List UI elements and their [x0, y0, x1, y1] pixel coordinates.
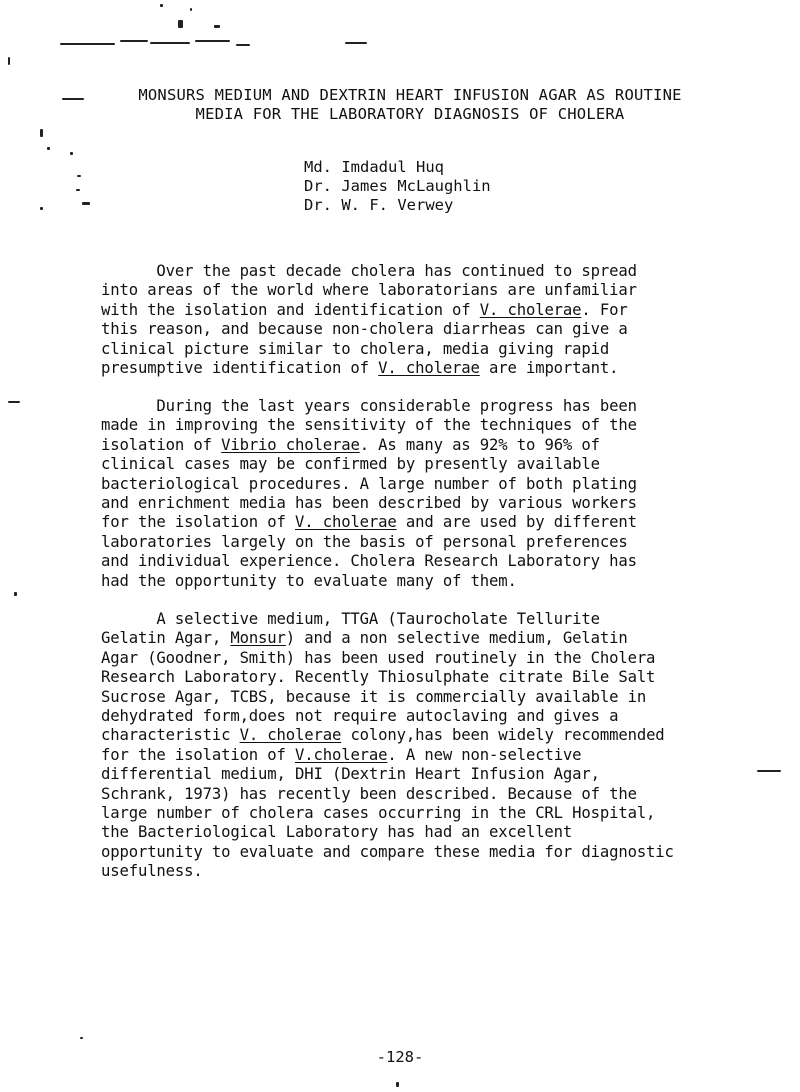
text-line: Sucrose Agar, TCBS, because it is commercially available in	[101, 687, 647, 706]
title-line: MEDIA FOR THE LABORATORY DIAGNOSIS OF CHOLERA	[195, 105, 625, 123]
text-line: usefulness.	[101, 862, 203, 881]
text-line: into areas of the world where laboratorians are unfamiliar	[101, 281, 637, 300]
text-line: had the opportunity to evaluate many of them.	[101, 571, 517, 590]
text-line: large number of cholera cases occurring in the CRL Hospital,	[101, 804, 656, 823]
text-line: clinical picture similar to cholera, media giving rapid	[101, 339, 610, 358]
text-line: isolation of Vibrio cholerae. As many as 92% to 96% of	[101, 435, 600, 454]
author-name: Dr. W. F. Verwey	[304, 196, 454, 214]
text-line: During the last years considerable progress has been	[101, 397, 637, 415]
document-title	[60, 86, 760, 124]
text-line: this reason, and because non-cholera diarrheas can give a	[101, 320, 628, 339]
text-line: Over the past decade cholera has continued to spread	[101, 262, 637, 280]
text-line: Agar (Goodner, Smith) has been used routinely in the Cholera	[101, 648, 656, 667]
text-line: opportunity to evaluate and compare these media for diagnostic	[101, 842, 674, 861]
author-list	[304, 158, 491, 215]
text-line: for the isolation of V.cholerae. A new non-selective	[101, 745, 582, 764]
author-name: Md. Imdadul Huq	[304, 158, 444, 176]
underlined-term: V.cholerae	[295, 745, 388, 764]
text-line: made in improving the sensitivity of the techniques of the	[101, 416, 637, 435]
title-line: MONSURS MEDIUM AND DEXTRIN HEART INFUSION AGAR AS ROUTINE	[138, 86, 682, 104]
underlined-term: V. cholerae	[378, 359, 480, 378]
text-line: bacteriological procedures. A large number of both plating	[101, 474, 637, 493]
text-line: differential medium, DHI (Dextrin Heart Infusion Agar,	[101, 765, 600, 784]
underlined-term: V. cholerae	[295, 513, 397, 532]
text-line: Gelatin Agar, Monsur) and a non selective medium, Gelatin	[101, 629, 628, 648]
underlined-term: Monsur	[230, 629, 286, 648]
text-line: A selective medium, TTGA (Taurocholate Tellurite	[101, 610, 600, 628]
underlined-term: V. cholerae	[239, 726, 342, 745]
text-line: presumptive identification of V. cholerae are important.	[101, 359, 619, 378]
underlined-term: V. cholerae	[479, 300, 582, 319]
paragraph-1	[101, 262, 781, 378]
page-number: -128-	[376, 1048, 424, 1066]
paragraph-3	[101, 610, 781, 882]
text-line: Research Laboratory. Recently Thiosulphate citrate Bile Salt	[101, 668, 656, 687]
author-name: Dr. James McLaughlin	[304, 177, 491, 195]
text-line: for the isolation of V. cholerae and are used by different	[101, 513, 637, 532]
text-line: and individual experience. Cholera Research Laboratory has	[101, 552, 637, 571]
paragraph-2	[101, 397, 781, 591]
text-line: clinical cases may be confirmed by presently available	[101, 455, 600, 474]
text-line: laboratories largely on the basis of personal preferences	[101, 532, 628, 551]
text-line: the Bacteriological Laboratory has had an excellent	[101, 823, 573, 842]
text-line: with the isolation and identification of V. cholerae. For	[101, 300, 628, 319]
underlined-term: Vibrio cholerae	[221, 435, 360, 454]
text-line: and enrichment media has been described by various workers	[101, 494, 637, 513]
text-line: characteristic V. cholerae colony,has been widely recommended	[101, 726, 665, 745]
text-line: dehydrated form,does not require autoclaving and gives a	[101, 707, 619, 726]
text-line: Schrank, 1973) has recently been described. Because of the	[101, 784, 637, 803]
